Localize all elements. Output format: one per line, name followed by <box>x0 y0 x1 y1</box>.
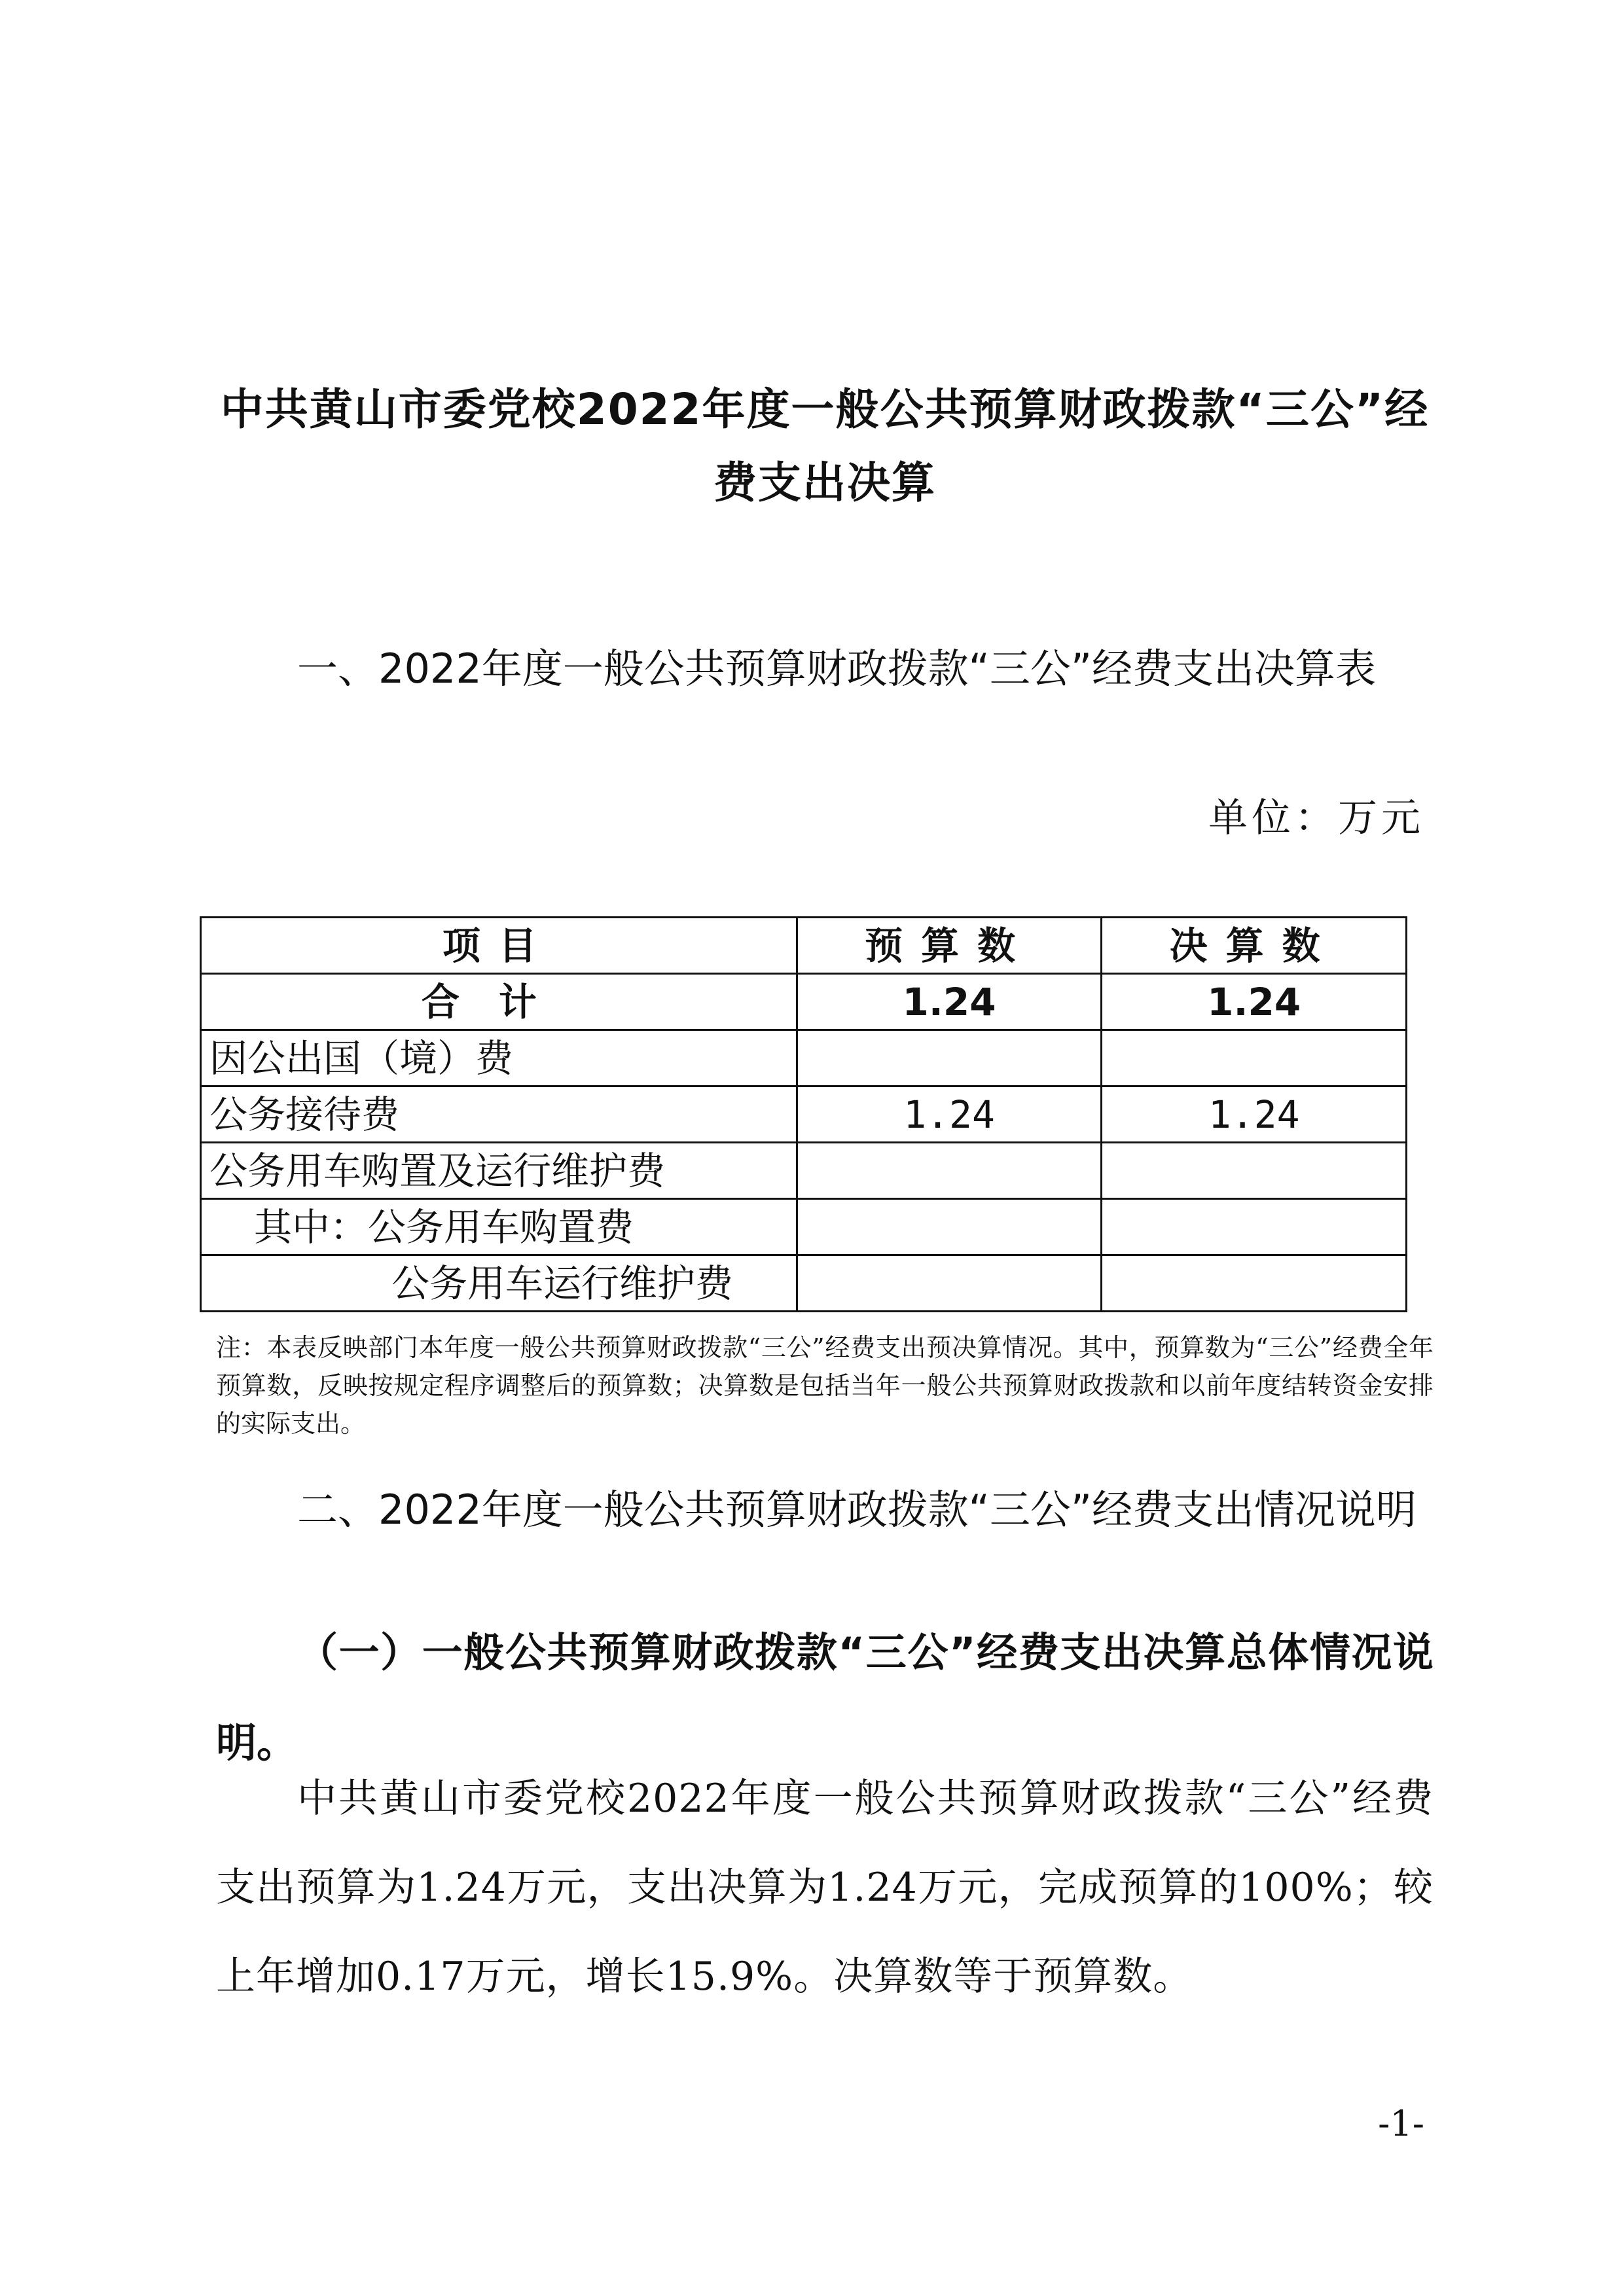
row-label: 公务接待费 <box>201 1086 797 1143</box>
header-item: 项目 <box>201 918 797 974</box>
three-public-expenses-table <box>200 916 1407 1312</box>
row-actual <box>1102 1030 1407 1086</box>
page-number: -1- <box>1378 2103 1424 2144</box>
total-budget: 1.24 <box>797 974 1102 1030</box>
row-budget <box>797 1255 1102 1312</box>
table-row <box>201 1199 1407 1255</box>
header-actual: 决算数 <box>1102 918 1407 974</box>
document-title: 中共黄山市委党校2022年度一般公共预算财政拨款“三公”经费支出决算 <box>220 384 1430 508</box>
row-label: 因公出国（境）费 <box>201 1030 797 1086</box>
row-budget <box>797 1030 1102 1086</box>
subsection-1-heading: （一）一般公共预算财政拨款“三公”经费支出决算总体情况说明。 <box>216 1628 1434 1767</box>
row-actual: 1.24 <box>1102 1086 1407 1143</box>
table-header-row <box>201 918 1407 974</box>
body-paragraph: 中共黄山市委党校2022年度一般公共预算财政拨款“三公”经费支出预算为1.24万元，支出决算为1.24万元，完成预算的100%；较上年增加0.17万元，增长15.9%。决算数等于预算数。 <box>216 1776 1434 2000</box>
table-row <box>201 1030 1407 1086</box>
table-row <box>201 1086 1407 1143</box>
row-actual <box>1102 1255 1407 1312</box>
row-label: 公务用车运行维护费 <box>201 1255 797 1312</box>
total-actual: 1.24 <box>1102 974 1407 1030</box>
table-total-row <box>201 974 1407 1030</box>
unit-label: 单位：万元 <box>1208 795 1424 841</box>
row-budget <box>797 1143 1102 1199</box>
total-label: 合计 <box>201 974 797 1030</box>
table-row <box>201 1255 1407 1312</box>
section-1-heading: 一、2022年度一般公共预算财政拨款“三公”经费支出决算表 <box>297 645 1377 692</box>
table-note: 注：本表反映部门本年度一般公共预算财政拨款“三公”经费支出预决算情况。其中，预算数为“三公”经费全年预算数，反映按规定程序调整后的预算数；决算数是包括当年一般公共预算财政拨款和以前年度结转资金安排的实际支出。 <box>216 1333 1434 1438</box>
header-budget: 预算数 <box>797 918 1102 974</box>
table-row <box>201 1143 1407 1199</box>
row-budget: 1.24 <box>797 1086 1102 1143</box>
row-budget <box>797 1199 1102 1255</box>
row-label: 其中：公务用车购置费 <box>201 1199 797 1255</box>
section-2-heading: 二、2022年度一般公共预算财政拨款“三公”经费支出情况说明 <box>297 1486 1417 1534</box>
row-actual <box>1102 1143 1407 1199</box>
row-label: 公务用车购置及运行维护费 <box>201 1143 797 1199</box>
row-actual <box>1102 1199 1407 1255</box>
